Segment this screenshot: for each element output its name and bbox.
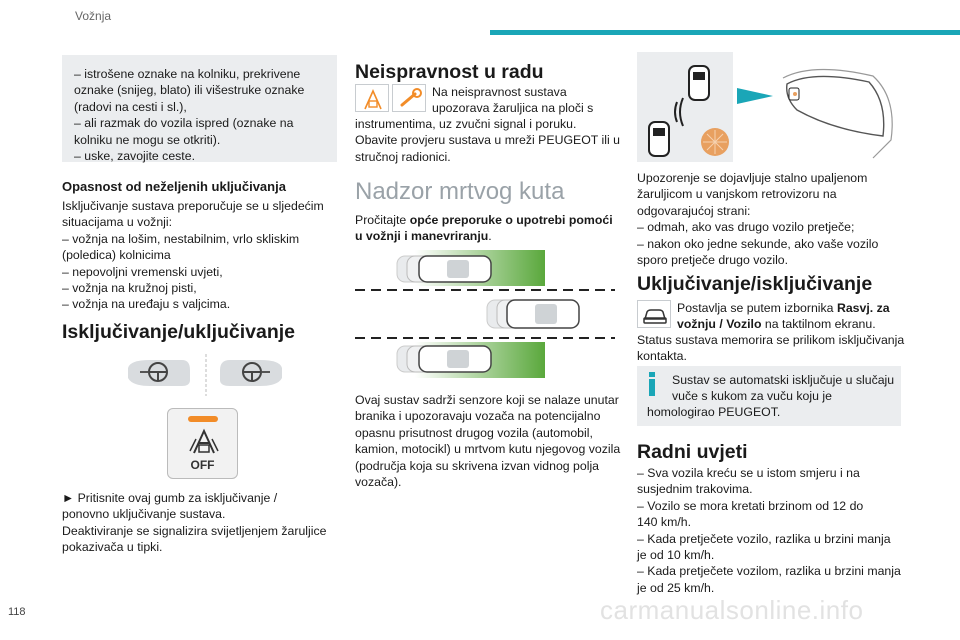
text-span: na taktilnom ekranu. bbox=[761, 317, 876, 332]
text-line: upozorava žaruljica na ploči s bbox=[432, 101, 594, 116]
info-box bbox=[637, 366, 901, 426]
text-line: odgovarajućoj strani: bbox=[637, 203, 751, 218]
text-line: – vožnja na kružnoj pisti, bbox=[62, 281, 197, 296]
text-line: je od 25 km/h. bbox=[637, 580, 715, 595]
box-line: oznake (snijeg, blato) ili višestruke oznake bbox=[74, 83, 305, 98]
text-line: 140 km/h. bbox=[637, 515, 691, 530]
text-line: Status sustava memorira se prilikom isključivanja bbox=[637, 333, 905, 347]
blind-spot-diagram bbox=[355, 248, 615, 380]
text-line: ► Pritisnite ovaj gumb za isključivanje / bbox=[62, 491, 278, 505]
conditions-paragraph bbox=[637, 465, 907, 596]
read-recommendations bbox=[355, 212, 625, 245]
page-number: 118 bbox=[8, 606, 26, 618]
text-line: Obavite provjeru sustava u mreži PEUGEOT ili u bbox=[355, 133, 620, 148]
heading-operating-conditions: Radni uvjeti bbox=[637, 441, 748, 463]
text-line: je od 10 km/h. bbox=[637, 548, 715, 563]
paragraph-unwanted bbox=[62, 198, 342, 313]
info-line: vuče s kukom za vuču koju je bbox=[672, 389, 832, 403]
text-line: (područja koja su skrivena izvan vidnog polja bbox=[355, 458, 600, 473]
box-line: – ali razmak do vozila ispred (oznake na bbox=[74, 116, 294, 131]
blind-spot-warning-icon bbox=[356, 85, 390, 113]
warning-icon-box bbox=[355, 84, 389, 112]
text-line: – nepovoljni vremenski uvjeti, bbox=[62, 264, 223, 279]
text-line: vozača). bbox=[355, 475, 402, 490]
indicator-lamp bbox=[188, 416, 218, 422]
service-icon-box bbox=[392, 84, 426, 112]
text-line: – Kada pretječete vozilo, razlika u brzini manja bbox=[637, 531, 891, 546]
text-line: Na neispravnost sustava bbox=[432, 85, 567, 99]
overtaking-cars-icon bbox=[637, 52, 733, 162]
car-panel bbox=[637, 52, 733, 162]
text-line: situacijama u vožnji: bbox=[62, 215, 173, 230]
watermark: carmanualsonline.info bbox=[600, 595, 864, 625]
text-line: – nakon oko jedne sekunde, ako vaše vozilo bbox=[637, 236, 879, 251]
box-line: – istrošene oznake na kolniku, prekrivene bbox=[74, 67, 301, 81]
text-line: pokazivača u tipki. bbox=[62, 540, 163, 555]
text-line: branika i upozoravaju vozača na potencijalno bbox=[355, 409, 601, 424]
text-line: žaruljicom u vanjskom retrovizoru na bbox=[637, 187, 837, 202]
conditions-box bbox=[62, 55, 337, 162]
text-line: opasnu prisutnost drugog vozila (automobil, bbox=[355, 425, 593, 440]
teal-arrow bbox=[737, 88, 773, 104]
blind-spot-off-button[interactable] bbox=[167, 408, 238, 479]
paragraph-toggle bbox=[62, 490, 342, 556]
wrench-icon bbox=[393, 85, 427, 113]
info-icon bbox=[649, 372, 655, 396]
text-line: susjednim trakovima. bbox=[637, 482, 753, 497]
text-line: – odmah, ako vas drugo vozilo pretječe; bbox=[637, 220, 855, 235]
mirror-illustration bbox=[120, 350, 290, 400]
heading-blind-spot: Nadzor mrtvog kuta bbox=[355, 178, 565, 205]
heading-unwanted-activation: Opasnost od neželjenih uključivanja bbox=[62, 179, 286, 194]
info-line: Sustav se automatski isključuje u slučaju bbox=[672, 373, 895, 387]
blind-spot-description bbox=[355, 392, 630, 490]
bold-span: vožnju / Vozilo bbox=[677, 317, 762, 332]
car-settings-icon bbox=[638, 301, 672, 329]
text-line: stručnoj radionici. bbox=[355, 149, 451, 164]
malfunction-indented bbox=[432, 84, 612, 117]
side-mirror-icon bbox=[773, 58, 901, 162]
text-span: . bbox=[488, 229, 492, 244]
memory-paragraph bbox=[637, 332, 907, 365]
vehicle-menu-icon-box bbox=[637, 300, 671, 328]
malfunction-paragraph bbox=[355, 116, 625, 165]
alert-description bbox=[637, 170, 907, 268]
blind-spot-icon bbox=[186, 427, 222, 455]
setting-instruction bbox=[677, 300, 907, 333]
heading-on-off: Uključivanje/isključivanje bbox=[637, 273, 873, 295]
text-line: Deaktiviranje se signalizira svijetljenjem žaruljice bbox=[62, 523, 327, 538]
text-line: – Sva vozila kreću se u istom smjeru i na bbox=[637, 466, 860, 480]
bold-span: Rasvj. za bbox=[836, 301, 890, 315]
heading-off-on: Isključivanje/uključivanje bbox=[62, 321, 296, 343]
text-line: Isključivanje sustava preporučuje se u sljedećim bbox=[62, 199, 324, 213]
header-section-title: Vožnja bbox=[75, 9, 112, 23]
heading-malfunction: Neispravnost u radu bbox=[355, 61, 544, 83]
text-span: Postavlja se putem izbornika bbox=[677, 301, 837, 315]
box-line: – uske, zavojite ceste. bbox=[74, 149, 195, 164]
mirror-alert-illustration bbox=[637, 52, 902, 162]
text-line: – Kada pretječete vozilom, razlika u brzini manja bbox=[637, 564, 901, 579]
text-span: Pročitajte bbox=[355, 213, 410, 227]
info-line: homologirao PEUGEOT. bbox=[647, 405, 781, 419]
text-line: – vožnja na lošim, nestabilnim, vrlo skliskim bbox=[62, 231, 300, 246]
text-line: Upozorenje se dojavljuje stalno upaljenom bbox=[637, 171, 868, 185]
box-line: (radovi na cesti i sl.), bbox=[74, 99, 187, 114]
text-line: kamion, motocikl) u mrtvom kutu njegovog vozila bbox=[355, 442, 621, 457]
text-line: – Vozilo se mora kretati brzinom od 12 do bbox=[637, 498, 864, 513]
text-line: kontakta. bbox=[637, 349, 687, 364]
text-line: sporo pretječe drugo vozilo. bbox=[637, 253, 789, 268]
text-line: – vožnja na uređaju s valjcima. bbox=[62, 297, 231, 312]
text-line: ponovno uključivanje sustava. bbox=[62, 507, 226, 522]
text-line: (poledica) kolnicima bbox=[62, 248, 171, 263]
bold-span: u vožnji i manevriranju bbox=[355, 229, 489, 244]
text-line: instrumentima, uz zvučni signal i poruku. bbox=[355, 117, 577, 131]
off-label: OFF bbox=[190, 458, 215, 472]
header-accent-bar bbox=[490, 30, 960, 35]
box-line: kolniku ne mogu se otkriti). bbox=[74, 132, 221, 147]
text-line: Ovaj sustav sadrži senzore koji se nalaze unutar bbox=[355, 393, 619, 407]
bold-span: opće preporuke o upotrebi pomoći bbox=[409, 213, 613, 227]
